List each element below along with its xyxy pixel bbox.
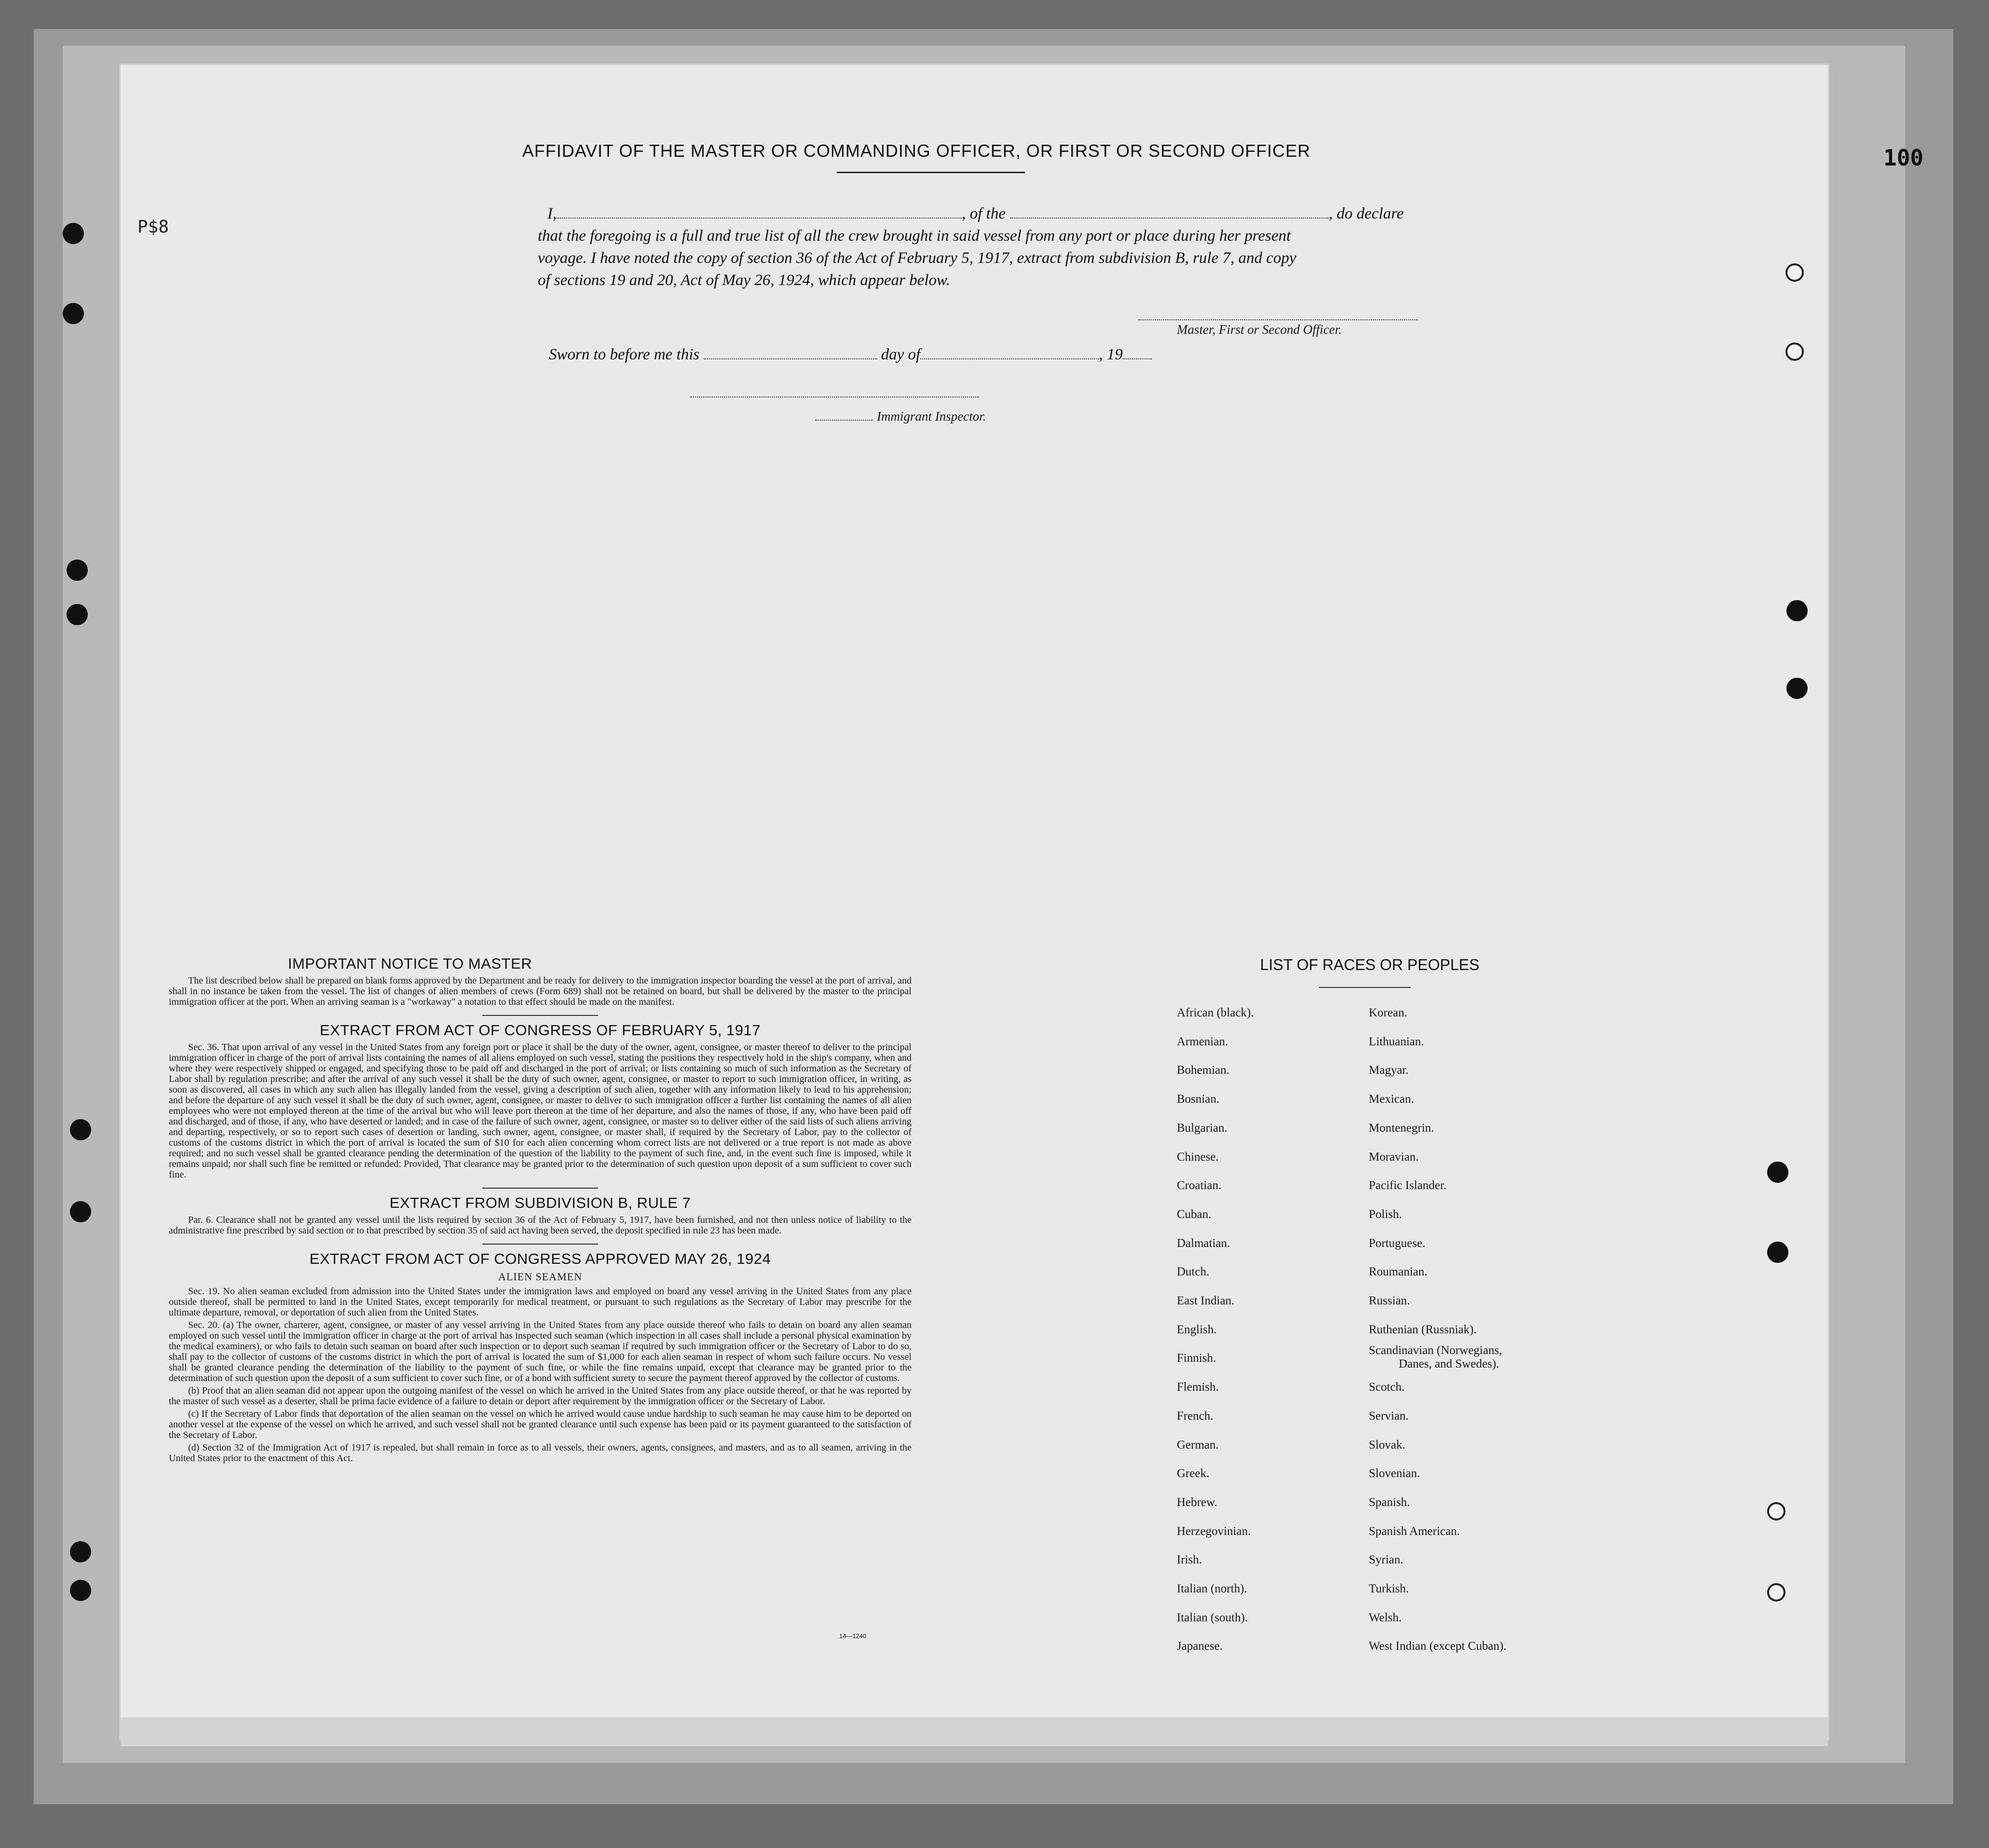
race-item: Finnish.: [1177, 1352, 1216, 1365]
race-item: Irish.: [1177, 1553, 1202, 1567]
race-item: Bulgarian.: [1177, 1121, 1227, 1135]
race-item: Lithuanian.: [1369, 1035, 1424, 1048]
affidavit-text-i: I,: [547, 205, 557, 222]
affidavit-text-do-declare: , do declare: [1328, 205, 1404, 222]
binder-hole-icon: [63, 303, 84, 324]
race-item: Portuguese.: [1369, 1236, 1426, 1250]
binder-hole-icon: [1767, 1242, 1788, 1263]
race-item: Syrian.: [1369, 1553, 1403, 1567]
binder-hole-icon: [1786, 678, 1808, 699]
race-item: Pacific Islander.: [1369, 1179, 1447, 1192]
notice-title: IMPORTANT NOTICE TO MASTER: [287, 955, 532, 972]
section-rule: [482, 1244, 598, 1245]
affidavit-line-2: that the foregoing is a full and true list of all the crew brought in said vessel from any port or place during her present: [538, 227, 1291, 245]
extract-1917-title: EXTRACT FROM ACT OF CONGRESS OF FEBRUARY 5, 1917: [319, 1022, 761, 1039]
binder-hole-icon: [67, 560, 88, 581]
inspector-caption-line: [815, 409, 986, 424]
race-item: Welsh.: [1369, 1611, 1402, 1624]
title-rule: [837, 172, 1025, 173]
race-item: Ruthenian (Russniak).: [1369, 1323, 1477, 1336]
binder-hole-icon: [70, 1541, 91, 1562]
race-item: Roumanian.: [1369, 1265, 1428, 1279]
sworn-line: [549, 346, 1152, 364]
alien-seamen-subtitle: ALIEN SEAMEN: [498, 1271, 582, 1283]
race-item: East Indian.: [1177, 1294, 1235, 1307]
race-item: Japanese.: [1177, 1640, 1223, 1653]
race-item: Dutch.: [1177, 1265, 1210, 1279]
margin-note: P$8: [137, 217, 169, 237]
binder-hole-icon: [70, 1201, 91, 1222]
race-item: Servian.: [1369, 1409, 1409, 1423]
extract-rule7-body: Par. 6. Clearance shall not be granted any vessel until the lists required by section 36 of the Act of February 5, 1917, have been furnished, and not then unless notice of liability to the administrative fine prescribed by said section or to that prescribed by section 35 of said act having been served, the deposit specified in rule 23 has been made.: [169, 1215, 912, 1236]
race-item: Bosnian.: [1177, 1093, 1220, 1106]
race-item: Polish.: [1369, 1207, 1402, 1221]
race-item: Armenian.: [1177, 1035, 1228, 1048]
race-item: Moravian.: [1369, 1150, 1419, 1164]
race-item: Greek.: [1177, 1467, 1210, 1480]
master-signature-caption: Master, First or Second Officer.: [1177, 322, 1342, 337]
race-item: German.: [1177, 1438, 1219, 1451]
binder-hole-icon: [70, 1119, 91, 1140]
race-item: Mexican.: [1369, 1093, 1414, 1106]
race-item: West Indian (except Cuban).: [1369, 1640, 1507, 1653]
race-item: Bohemian.: [1177, 1064, 1230, 1077]
binder-hole-icon: [1785, 342, 1804, 361]
race-item: Magyar.: [1369, 1064, 1409, 1077]
sworn-month-blank[interactable]: [920, 358, 1099, 359]
section-rule: [482, 1188, 598, 1189]
extract-1917-body: Sec. 36. That upon arrival of any vessel in the United States from any foreign port or place it shall be the duty of the owner, agent, consignee, or master thereof to deliver to the principal immigration officer in charge of the port of arrival lists containing the names of all aliens employed on such vessel, stating the positions they respectively hold in the ship's company, when and where they were respectively shipped or engaged, and specifying those to be paid off and discharged in the port of arrival; or lists containing so much of such information as the Secretary of Labor shall by regulation prescribe; and after the arrival of any such vessel it shall be the duty of such owner, agent, consignee, or master to report to such immigration officer, in writing, as soon as discovered, all cases in which any such alien has illegally landed from the vessel, giving a description of such alien, together with any information likely to lead to his apprehension; and before the departure of any such vessel it shall be the duty of such owner, agent, consignee, or master to deliver to such immigration officer a further list containing the names of all alien employees who were not employed thereon at the time of the arrival but who will leave port thereon at the time of her departure, and also the names of those, if any, who have been paid off and discharged, and of those, if any, who have deserted or landed; and in case of the failure of such owner, agent, consignee, or master so to deliver either of the said lists of such aliens arriving and departing, respectively, or so to report such cases of desertion or landing, such owner, agent, consignee, or master shall, if required by the Secretary of Labor, pay to the collector of customs of the customs district in which the port of arrival is located the sum of $10 for each alien concerning whom correct lists are not delivered or a true report is not made as above required; and no such vessel shall be granted clearance pending the determination of the question of the liability to the payment of such fine, and, in the event such fine is imposed, while it remains unpaid; nor shall such fine be remitted or refunded: Provided, That clearance may be granted prior to the determination of such question upon deposit of a sum sufficient to cover such fine.: [169, 1042, 912, 1180]
document-sheet: [121, 65, 1828, 1739]
sec-20b-paragraph: (b) Proof that an alien seaman did not appear upon the outgoing manifest of the vessel on which he arrived in the United States from any place outside thereof, or that he was reported by the master of such vessel as a deserter, shall be prima facie evidence of a failure to detain or deport after requirement by the immigration officer or the Secretary of Labor.: [169, 1385, 912, 1407]
race-item: Hebrew.: [1177, 1495, 1217, 1509]
sworn-day-blank[interactable]: [704, 358, 877, 359]
sworn-year-prefix: , 19: [1099, 346, 1123, 363]
race-item: Spanish American.: [1369, 1524, 1460, 1538]
race-item: Croatian.: [1177, 1179, 1222, 1192]
sec-20d-paragraph: (d) Section 32 of the Immigration Act of 1917 is repealed, but shall remain in force as to all vessels, their owners, agents, consignees, and masters, and as to all seamen, arriving in the United States prior to the enactment of this Act.: [169, 1442, 912, 1464]
sworn-day-of: day of: [881, 346, 921, 363]
notice-body: The list described below shall be prepared on blank forms approved by the Department and be ready for delivery to the immigration inspector boarding the vessel at the port of arrival, and shall in no instance be taken from the vessel. The list of changes of alien members of crews (Form 689) shall not be retained on board, but shall be delivered by the master to the principal immigration officer at the port. When an arriving seaman is a "workaway" a notation to that effect should be made on the manifest.: [169, 975, 912, 1007]
race-item: Spanish.: [1369, 1495, 1410, 1509]
race-item: Cuban.: [1177, 1207, 1212, 1221]
race-item: Dalmatian.: [1177, 1236, 1230, 1250]
race-item: Italian (south).: [1177, 1611, 1248, 1624]
name-blank[interactable]: [557, 218, 962, 219]
race-item: Slovak.: [1369, 1438, 1405, 1451]
extract-rule7-title: EXTRACT FROM SUBDIVISION B, RULE 7: [389, 1194, 691, 1211]
binder-hole-icon: [1786, 600, 1808, 621]
sec-20a-paragraph: Sec. 20. (a) The owner, charterer, agent, consignee, or master of any vessel arriving in the United States from any place outside thereof who fails to detain on board any alien seaman employed on such vessel until the immigration officer in charge at the port of arrival has inspected such seaman (which inspection in all cases shall include a personal physical examination by the medical examiners), or who fails to detain such seaman on board after such inspection or to deport such seaman if required by such immigration officer or the Secretary of Labor to do so, shall pay to the collector of customs of the customs district in which the port of arrival is located the sum of $1,000 for each alien seaman in respect of whom such failure occurs. No vessel shall be granted clearance pending the determination of the liability to the payment of such fine, or while the fine remains unpaid, except that clearance may be granted prior to the determination of such question upon the deposit of a sum sufficient to cover such fine, or of a bond with sufficient surety to secure the payment thereof approved by the collector of customs.: [169, 1320, 912, 1383]
vessel-blank[interactable]: [1010, 218, 1329, 219]
race-item: Chinese.: [1177, 1150, 1219, 1164]
race-item: Scandinavian (Norwegians,: [1369, 1344, 1502, 1357]
section-rule: [482, 1015, 598, 1016]
page-number: 100: [1883, 145, 1924, 171]
races-rule: [1319, 987, 1411, 988]
notices-column: [169, 955, 912, 1465]
binder-hole-icon: [1767, 1502, 1785, 1520]
race-item: Russian.: [1369, 1294, 1410, 1307]
master-signature-line[interactable]: [1138, 319, 1418, 320]
affidavit-declare-line: [547, 205, 1403, 223]
race-item-continuation: Danes, and Swedes).: [1399, 1357, 1499, 1371]
binder-hole-icon: [1785, 263, 1804, 282]
inspector-caption: Immigrant Inspector.: [877, 409, 986, 424]
race-item: English.: [1177, 1323, 1217, 1336]
form-number: 14—1240: [839, 1632, 867, 1640]
binder-hole-icon: [67, 604, 88, 625]
race-item: Flemish.: [1177, 1381, 1219, 1394]
race-item: African (black).: [1177, 1006, 1254, 1019]
affidavit-title: AFFIDAVIT OF THE MASTER OR COMMANDING OFFICER, OR FIRST OR SECOND OFFICER: [522, 141, 1311, 161]
sworn-year-blank[interactable]: [1123, 358, 1152, 359]
race-item: Slovenian.: [1369, 1467, 1420, 1480]
affidavit-line-4: of sections 19 and 20, Act of May 26, 1924, which appear below.: [538, 272, 950, 289]
race-item: Korean.: [1369, 1006, 1407, 1019]
race-item: Scotch.: [1369, 1381, 1405, 1394]
races-title: LIST OF RACES OR PEOPLES: [1260, 956, 1480, 973]
sec-19-paragraph: Sec. 19. No alien seaman excluded from admission into the United States under the immigration laws and employed on board any vessel arriving in the United States from any place outside thereof, shall be permitted to land in the United States, except temporarily for medical treatment, or pursuant to such regulations as the Secretary of Labor may prescribe for the ultimate departure, removal, or deportation of such alien from the United States.: [169, 1286, 912, 1318]
race-item: Herzegovinian.: [1177, 1524, 1251, 1538]
affidavit-text-of-the: , of the: [962, 205, 1006, 222]
race-item: French.: [1177, 1409, 1213, 1423]
binder-hole-icon: [1767, 1162, 1788, 1183]
binder-hole-icon: [1767, 1583, 1785, 1602]
extract-1924-title: EXTRACT FROM ACT OF CONGRESS APPROVED MAY 26, 1924: [309, 1250, 771, 1267]
affidavit-line-3: voyage. I have noted the copy of section 36 of the Act of February 5, 1917, extract from subdivision B, rule 7, and copy: [538, 249, 1296, 267]
race-item: Montenegrin.: [1369, 1121, 1434, 1135]
sheet-bottom-edge: [121, 1717, 1828, 1746]
binder-hole-icon: [70, 1580, 91, 1601]
inspector-dots: [815, 420, 873, 421]
race-item: Italian (north).: [1177, 1582, 1247, 1595]
race-item: Turkish.: [1369, 1582, 1409, 1595]
sworn-text: Sworn to before me this: [549, 346, 700, 363]
binder-hole-icon: [63, 223, 84, 244]
sec-20c-paragraph: (c) If the Secretary of Labor finds that deportation of the alien seaman on the vessel on which he arrived would cause undue hardship to such seaman he may cause him to be deported on another vessel at the expense of the vessel on which he arrived, and such vessel shall not be granted clearance until such expense has been paid or its payment guaranteed to the satisfaction of the Secretary of Labor.: [169, 1409, 912, 1440]
